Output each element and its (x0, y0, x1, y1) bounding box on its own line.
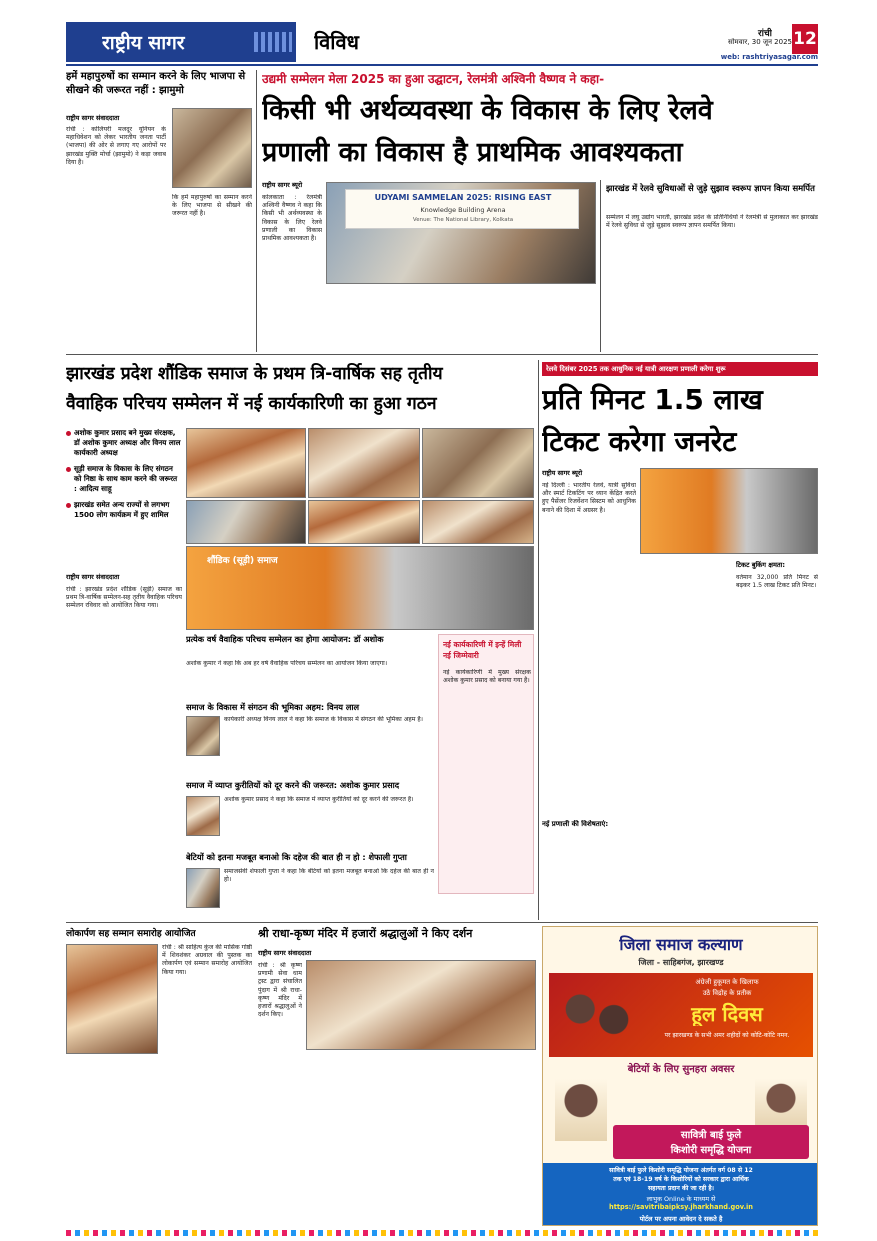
bullet-item: अशोक कुमार प्रसाद बने मुख्य संरक्षक, डॉ अशोक कुमार अध्यक्ष और विनय लाल कार्यकारी अध्यक्ष (66, 428, 182, 458)
masthead (66, 22, 818, 64)
ad-subtitle: जिला - साहिबगंज, झारखण्ड (638, 958, 724, 967)
main-headline-line1: झारखंड प्रदेश शौंडिक समाज के प्रथम त्रि-वार्षिक सह तृतीय (66, 364, 443, 384)
left-portrait-photo (172, 108, 252, 188)
savitribai-portrait (755, 1079, 807, 1127)
main-sub-2-text: कार्यकारी अध्यक्ष विनय लाल ने कहा कि समाज के विकास में संगठन की भूमिका अहम है। (224, 716, 424, 723)
brand-box (66, 22, 296, 62)
rail-headline-line2: टिकट करेगा जनरेट (542, 425, 737, 458)
banner-line-3: Venue: The National Library, Kolkata (412, 217, 514, 223)
brand-name: राष्ट्रीय सागर (102, 32, 185, 54)
event-banner-text: शौंडिक (सूड़ी) समाज (207, 556, 278, 566)
event-stage-photo (186, 546, 534, 630)
masthead-rule (66, 64, 818, 66)
ad-title: जिला समाज कल्याण (619, 935, 743, 954)
left-byline: राष्ट्रीय सागर संवाददाता (66, 114, 120, 122)
rail-kicker-bar (542, 362, 818, 376)
vinay-lal-photo (186, 716, 220, 756)
new-executive-box (438, 634, 534, 894)
mid-section-rule (66, 922, 818, 923)
bottom-left-headline: लोकार्पण सह सम्मान समारोह आयोजित (66, 929, 196, 939)
ad-footer-3: सहायता प्रदान की जा रही है। (648, 1185, 714, 1192)
conference-stage-photo (326, 182, 596, 284)
top-headline-line1: किसी भी अर्थव्यवस्था के विकास के लिए रेलवे (262, 95, 713, 126)
ad-daughters: बेटियों के लिए सुनहरा अवसर (627, 1064, 735, 1075)
main-bullets (66, 428, 182, 556)
brand-dots-icon (254, 32, 292, 52)
top-byline: राष्ट्रीय सागर ब्यूरो (262, 181, 303, 189)
main-sub-1-text: अशोक कुमार ने कहा कि अब हर वर्ष वैवाहिक परिचय सम्मेलन का आयोजन किया जाएगा। (186, 660, 388, 667)
footer-dot-strip (66, 1230, 818, 1236)
left-column-divider (256, 70, 257, 352)
ad-campaign-2: उठे विद्रोह के प्रतीक (702, 989, 752, 997)
masthead-city: रांची (757, 29, 772, 38)
ad-scheme-1: सावित्री बाई फुले (680, 1130, 742, 1141)
left-continued: कि हमें महापुरुषों का सम्मान करने के लिए भाजपा से सीखने की जरूरत नहीं है। (172, 194, 252, 218)
ad-apply: लाभुक Online के माध्यम से (646, 1195, 716, 1203)
ad-footer-band (543, 1163, 818, 1226)
ad-footer-1: सावित्री बाई फुले किशोरी समृद्धि योजना अंतर्गत वर्ग 08 से 12 (609, 1167, 753, 1174)
page-number: 12 (792, 24, 818, 54)
minister-portrait (555, 1079, 607, 1141)
side-headline: झारखंड में रेलवे सुविधाओं से जुड़े सुझाव स्वरूप ज्ञापन किया समर्पित (606, 183, 815, 193)
event-photo-2 (308, 428, 420, 498)
section-title: विविध (314, 30, 359, 54)
temple-devotees-photo (306, 960, 536, 1050)
main-headline-line2: वैवाहिक परिचय सम्मेलन में नई कार्यकारिणी का हुआ गठन (66, 394, 437, 414)
event-photo-5 (308, 500, 420, 544)
martyr-portraits-icon (555, 981, 639, 1051)
rail-headline-line1: प्रति मिनट 1.5 लाख (542, 383, 763, 416)
social-welfare-ad (542, 926, 818, 1226)
left-headline: हमें महापुरुषों का सम्मान करने के लिए भाजपा से सीखने की जरूरत नहीं : झामुमो (66, 71, 246, 96)
main-sub-1: प्रत्येक वर्ष वैवाहिक परिचय सम्मेलन का होगा आयोजन: डॉ अशोक (186, 634, 384, 644)
main-sub-3-text: अशोक कुमार प्रसाद ने कहा कि समाज में व्याप्त कुरीतियों को दूर करने की जरूरत है। (224, 796, 414, 803)
rail-sub: नई प्रणाली की विशेषताएं: (542, 820, 609, 828)
bottom-mid-headline: श्री राधा-कृष्ण मंदिर में हजारों श्रद्धालुओं ने किए दर्शन (258, 927, 473, 940)
shefali-gupta-photo (186, 868, 220, 908)
ad-url-link[interactable]: https://savitribaipksy.jharkhand.gov.in (609, 1203, 753, 1211)
masthead-date: सोमवार, 30 जून 2025 (728, 38, 792, 46)
banner-line-1: UDYAMI SAMMELAN 2025: RISING EAST (374, 193, 552, 202)
top-lead: कोलकाता : रेलमंत्री अश्विनी वैष्णव ने कहा कि किसी भी अर्थव्यवस्था के विकास के लिए रेलवे प्रणाली का विकास प्राथमिक आवश्यकता है। (262, 194, 322, 243)
main-sub-5-text: नई कार्यकारिणी में मुख्य संरक्षक अशोक कुमार प्रसाद को बनाया गया है। (443, 669, 531, 685)
ashok-prasad-photo (186, 796, 220, 836)
main-sub-5: नई कार्यकारिणी में इन्हें मिली नई जिम्मेवारी (443, 640, 522, 660)
bullet-item: झारखंड समेत अन्य राज्यों से लगभग 1500 लोग कार्यक्रम में हुए शामिल (66, 500, 182, 520)
top-section-rule (66, 354, 818, 355)
ad-apply-2: पोर्टल पर अपना आवेदन दे सकते है (639, 1215, 723, 1223)
ad-campaign-title: हूल दिवस (691, 1002, 763, 1026)
left-lead: रांची : कोलियरी मजदूर यूनियन के महाधिवेशन को लेकर भारतीय जनता पार्टी (भाजपा) की ओर से लगाए गए आरोपों पर झारखंड मुक्ति मोर्चा (झामुमो) ने कड़ा जवाब दिया है। (66, 126, 166, 166)
ad-scheme-2: किशोरी समृद्धि योजना (670, 1145, 752, 1156)
top-headline-line2: प्रणाली का विकास है प्राथमिक आवश्यकता (262, 137, 683, 168)
main-sub-3: समाज में व्याप्त कुरीतियों को दूर करने की जरूरत: अशोक कुमार प्रसाद (186, 780, 400, 790)
banner-line-2: Knowledge Building Arena (420, 206, 506, 214)
book-launch-photo (66, 944, 158, 1054)
ad-footer-2: तक एवं 18-19 वर्ष के किशोरियों को सरकार द्वारा आर्थिक (613, 1176, 749, 1183)
rail-sub-2-text: वर्तमान 32,000 प्रति मिनट से बढ़कर 1.5 लाख टिकट प्रति मिनट। (736, 574, 818, 590)
rail-kicker: रेलवे दिसंबर 2025 तक आधुनिक नई यात्री आरक्षण प्रणाली करेगा शुरू (546, 365, 726, 373)
ad-campaign-1: अंग्रेजी हुकूमत के खिलाफ (695, 978, 759, 986)
rail-byline: राष्ट्रीय सागर ब्यूरो (542, 469, 583, 477)
ad-campaign-tagline: पर झारखण्ड के सभी अमर शहीदों को कोटि-कोटि नमन. (664, 1032, 790, 1039)
bottom-mid-byline: राष्ट्रीय सागर संवाददाता (258, 949, 312, 957)
scheme-box (613, 1125, 809, 1159)
top-column-divider (600, 180, 601, 352)
event-photo-4 (186, 500, 306, 544)
side-lead: सम्मेलन में लघु उद्योग भारती, झारखंड प्रदेश के प्रतिनिधियों ने रेलमंत्री से मुलाकात कर झारखंड में रेलवे सुविधा से जुड़े सुझाव स्वरूप ज्ञापन समर्पित किया। (606, 214, 818, 230)
main-sub-2: समाज के विकास में संगठन की भूमिका अहम: विनय लाल (186, 702, 360, 712)
main-sub-4-text: समाजसेवी शेफाली गुप्ता ने कहा कि बेटियों को इतना मजबूत बनाओ कि दहेज की बात ही न हो। (224, 868, 434, 884)
event-photo-6 (422, 500, 534, 544)
top-kicker: उद्यमी सम्मेलन मेला 2025 का हुआ उद्घाटन, रेलमंत्री अश्विनी वैष्णव ने कहा- (262, 72, 605, 86)
bottom-left-lead: रांची : श्री साहित्य कुंज की मासिक गोष्ठी में शिवशंकर अग्रवाल की पुस्तक का लोकार्पण एवं सम्मान समारोह आयोजित किया गया। (162, 944, 252, 976)
bottom-mid-lead: रांची : श्री कृष्ण प्रणामी सेवा धाम ट्रस्ट द्वारा संचालित पुंदाग में श्री राधा-कृष्ण मंदिर में हजारों श्रद्धालुओं ने दर्शन किए। (258, 962, 302, 1019)
vande-bharat-train-photo (640, 468, 818, 554)
hul-banner (549, 973, 813, 1057)
conference-banner (345, 189, 579, 229)
main-lead: रांची : झारखंड प्रदेश शौंडिक (सूड़ी) समाज का प्रथम त्रि-वार्षिक सम्मेलन-सह तृतीय वैवाहिक परिचय सम्मेलन रविवार को आयोजित किया गया। (66, 586, 182, 610)
rail-sub-2: टिकट बुकिंग क्षमता: (736, 561, 786, 569)
rail-lead: नई दिल्ली : भारतीय रेलवे, यात्री सुविधा और स्मार्ट टिकटिंग पर ध्यान केंद्रित करते हुए पैसेंजर रिजर्वेशन सिस्टम को आधुनिक बनाने की दिशा में अग्रसर है। (542, 482, 636, 514)
event-photo-1 (186, 428, 306, 498)
event-photo-3 (422, 428, 534, 498)
website-link[interactable]: web: rashtriyasagar.com (720, 53, 818, 61)
main-byline: राष्ट्रीय सागर संवाददाता (66, 573, 120, 581)
main-sub-4: बेटियों को इतना मजबूत बनाओ कि दहेज की बात ही न हो : शेफाली गुप्ता (186, 852, 407, 862)
main-column-divider (538, 360, 539, 920)
bullet-item: सूड़ी समाज के विकास के लिए संगठन को निष्ठा के साथ काम करने की जरूरत : आदित्य साहू (66, 464, 182, 494)
